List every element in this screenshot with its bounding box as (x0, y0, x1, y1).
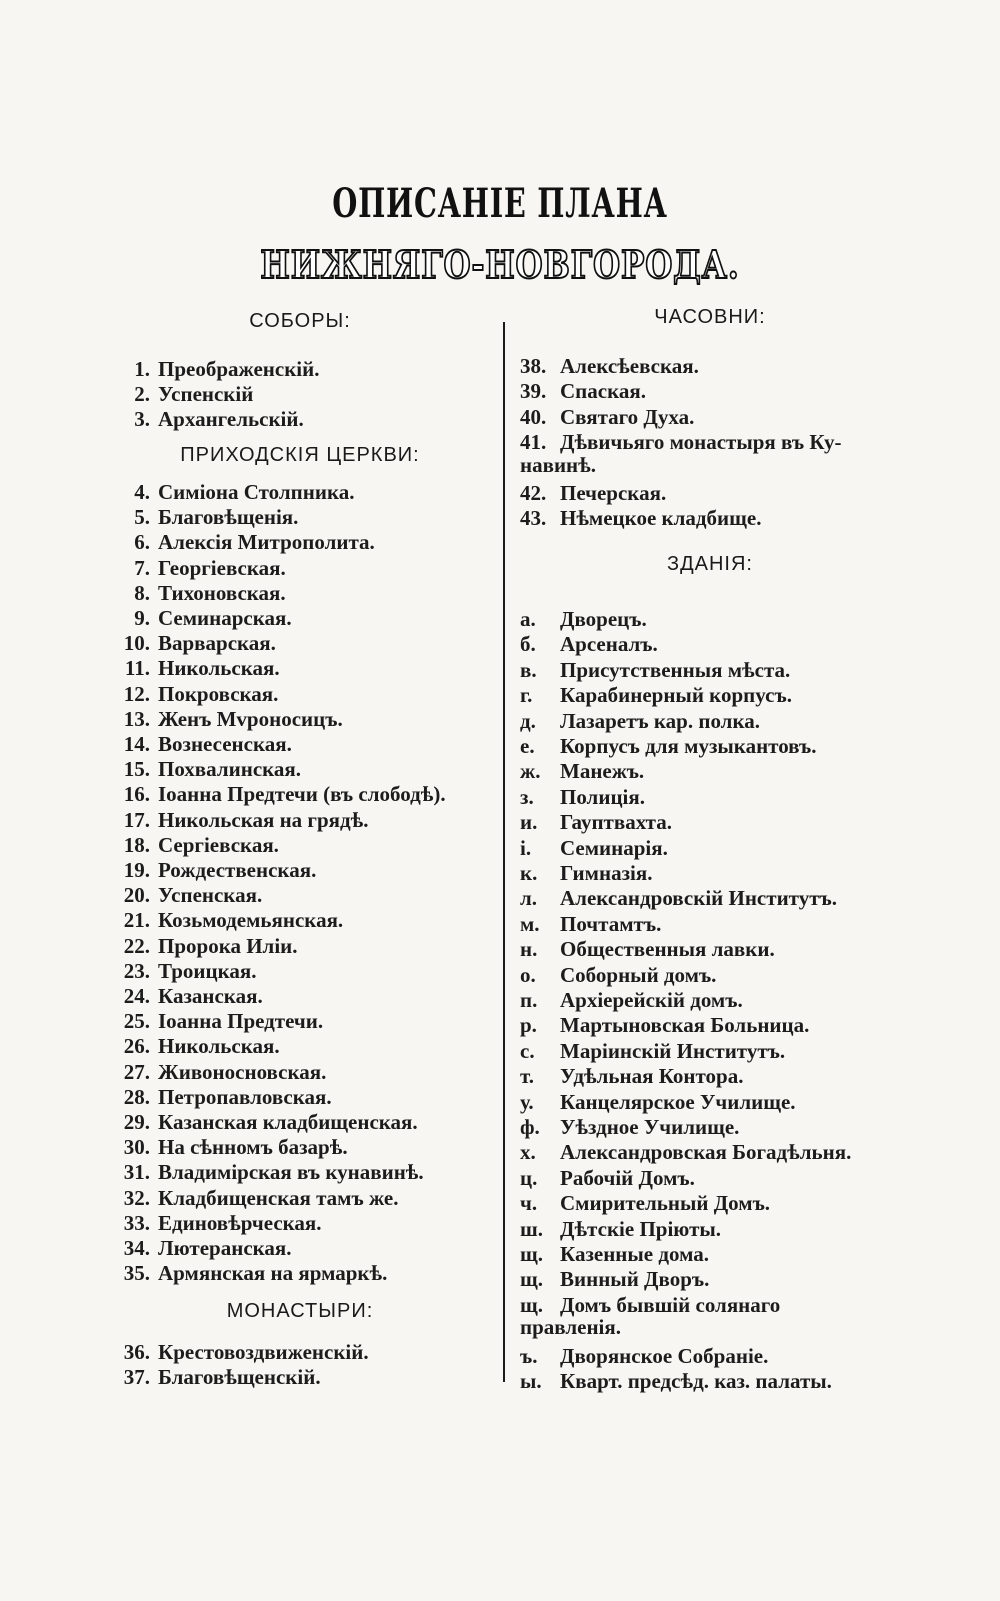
list-item (110, 1034, 280, 1058)
list-item (110, 959, 256, 983)
item-number: 35. (123, 1261, 150, 1286)
item-number: а. (520, 607, 536, 631)
item-text: Александровскій Институтъ. (560, 886, 838, 911)
item-text: Іоанна Предтечи. (158, 1009, 324, 1034)
item-number: 27. (123, 1059, 150, 1084)
list-item (520, 963, 716, 987)
list-item (110, 1340, 369, 1364)
item-number: щ. (520, 1292, 543, 1317)
item-text: Общественныя лавки. (560, 937, 775, 962)
item-text: Нѣмецкое кладбище. (560, 506, 762, 531)
item-text: Кварт. предсѣд. каз. палаты. (560, 1369, 832, 1393)
list-item (110, 606, 292, 630)
item-number: с. (520, 1038, 535, 1063)
list-item (110, 883, 262, 907)
item-text: Успенская. (158, 883, 263, 908)
item-number: і. (520, 835, 532, 860)
section-heading: ПРИХОДСКІЯ ЦЕРКВИ: (180, 444, 420, 466)
item-text: Іоанна Предтечи (въ слободѣ). (158, 782, 446, 807)
item-number: 33. (123, 1210, 150, 1235)
list-item (520, 1115, 739, 1139)
item-text: Архіерейскій домъ. (560, 988, 743, 1012)
page-title: ОПИСАНІЕ ПЛАНА (332, 180, 668, 227)
list-item (520, 836, 668, 860)
item-text: Казанская. (158, 984, 263, 1008)
item-number: 34. (123, 1236, 150, 1260)
list-item (110, 782, 446, 806)
list-item (520, 658, 790, 682)
item-number: 1. (134, 357, 150, 381)
list-item (110, 1261, 387, 1285)
item-text: Женъ Мvроносицъ. (158, 706, 343, 731)
list-item (110, 934, 298, 958)
item-text: Сергіевская. (158, 832, 279, 857)
item-text: Казенные дома. (560, 1242, 710, 1266)
item-number: 10. (123, 631, 150, 656)
item-text: Никольская. (158, 1034, 280, 1059)
item-number: н. (520, 937, 538, 962)
list-item (520, 912, 661, 936)
item-text: Арсеналъ. (560, 632, 658, 657)
list-item (520, 759, 644, 783)
item-text: Карабинерный корпусъ. (560, 683, 792, 708)
list-item (520, 1369, 832, 1393)
item-number: и. (520, 810, 538, 835)
item-text: Кладбищенская тамъ же. (158, 1185, 399, 1210)
item-text: Мартыновская Больница. (560, 1013, 810, 1038)
item-number: т. (520, 1064, 534, 1089)
item-text: Георгіевская. (158, 555, 286, 580)
item-text: Армянская на ярмаркѣ. (158, 1261, 388, 1286)
list-item (520, 506, 761, 530)
list-item (110, 682, 278, 706)
list-item (520, 785, 645, 809)
list-item (110, 858, 316, 882)
item-text: Полиція. (560, 784, 645, 809)
item-text: Троицкая. (158, 958, 257, 983)
list-item (110, 984, 263, 1008)
list-item (520, 481, 666, 505)
list-item (110, 1135, 348, 1159)
list-item (520, 861, 652, 885)
item-text: Алексія Митрополита. (158, 530, 375, 555)
item-number: 40. (520, 404, 547, 429)
item-text: Канцелярское Училище. (560, 1089, 796, 1114)
list-item (520, 1344, 768, 1368)
item-number: 36. (123, 1340, 150, 1364)
item-number: ж. (520, 759, 541, 784)
item-number: 25. (123, 1009, 150, 1034)
list-item (110, 505, 298, 529)
item-number: 15. (123, 757, 150, 782)
list-item (110, 808, 368, 832)
item-number: 20. (123, 883, 150, 908)
item-number: 17. (123, 807, 150, 832)
list-item (110, 382, 253, 406)
list-item (110, 656, 280, 680)
list-item (520, 354, 699, 378)
list-item (520, 1013, 809, 1037)
item-number: щ. (520, 1242, 543, 1266)
list-item (520, 632, 658, 656)
list-item (110, 1186, 399, 1210)
item-text: Уѣздное Училище. (560, 1115, 740, 1139)
item-number: 14. (123, 732, 150, 756)
item-text: Дѣтскіе Пріюты. (560, 1216, 722, 1241)
list-item (110, 1110, 418, 1134)
list-item (520, 683, 792, 707)
item-text: Казанская кладбищенская. (158, 1110, 418, 1134)
list-item (520, 937, 775, 961)
item-number: ф. (520, 1115, 540, 1139)
list-item (110, 581, 286, 605)
list-item (520, 1191, 770, 1215)
item-text: Варварская. (158, 631, 276, 656)
item-text: Успенскій (158, 382, 254, 407)
item-text: Почтамтъ. (560, 911, 662, 936)
item-text: Единовѣрческая. (158, 1210, 322, 1235)
list-item (110, 908, 343, 932)
item-text: Святаго Духа. (560, 404, 695, 429)
list-item (110, 631, 276, 655)
list-item (520, 1242, 709, 1266)
list-item (110, 1085, 332, 1109)
item-number: п. (520, 988, 538, 1012)
item-number: б. (520, 632, 536, 657)
item-text: Похвалинская. (158, 757, 302, 782)
item-text: Удѣльная Контора. (560, 1064, 744, 1089)
list-item (110, 407, 304, 431)
list-item (520, 810, 672, 834)
item-number: 39. (520, 379, 547, 404)
item-number: ъ. (520, 1343, 538, 1368)
item-number: 4. (134, 480, 150, 504)
list-item (110, 732, 292, 756)
item-number: 43. (520, 506, 547, 531)
list-item (520, 379, 646, 403)
item-number: д. (520, 708, 536, 733)
item-number: 19. (123, 858, 150, 882)
item-text: Никольская. (158, 656, 280, 681)
item-number: 8. (134, 580, 150, 605)
list-item (110, 1365, 321, 1389)
item-text: Вознесенская. (158, 732, 292, 756)
item-text: Семинарія. (560, 835, 668, 860)
list-item (520, 886, 837, 910)
list-item (110, 1009, 323, 1033)
item-text: Манежъ. (560, 759, 645, 784)
item-number: в. (520, 657, 537, 682)
item-number: 37. (123, 1365, 150, 1390)
column-divider (503, 322, 505, 1382)
item-text: Домъ бывшій солянаго (560, 1292, 781, 1317)
item-number: е. (520, 734, 535, 758)
item-number: к. (520, 861, 538, 885)
item-text: Смирительный Домъ. (560, 1191, 771, 1216)
list-item (520, 607, 647, 631)
item-number: 13. (123, 706, 150, 731)
list-item (110, 707, 343, 731)
item-number: г. (520, 683, 533, 708)
item-number: щ. (520, 1267, 543, 1292)
item-number: у. (520, 1089, 534, 1114)
section-heading: МОНАСТЫРИ: (226, 1300, 374, 1322)
item-text: Козьмодемьянская. (158, 908, 344, 933)
list-item (520, 1267, 709, 1291)
item-text: Корпусъ для музыкантовъ. (560, 734, 817, 758)
list-item (520, 430, 842, 454)
list-item (520, 1039, 785, 1063)
item-number: ш. (520, 1216, 543, 1241)
item-text: Преображенскій. (158, 357, 320, 381)
item-number: ч. (520, 1191, 538, 1216)
list-item (520, 1064, 743, 1088)
item-text: Дворецъ. (560, 607, 647, 631)
item-text: Покровская. (158, 681, 279, 706)
item-text-continuation: правленія. (520, 1315, 621, 1340)
item-text: Пророка Иліи. (158, 933, 298, 958)
item-text: Лазаретъ кар. полка. (560, 708, 760, 733)
item-number: 12. (123, 681, 150, 706)
list-item (110, 1060, 326, 1084)
item-text: Никольская на грядѣ. (158, 807, 369, 832)
item-number: о. (520, 962, 536, 987)
list-item (520, 1140, 851, 1164)
section-heading: ЗДАНІЯ: (667, 553, 753, 575)
item-text: Гауптвахта. (560, 810, 673, 835)
item-number: з. (520, 784, 534, 809)
list-item (110, 530, 375, 554)
list-item (110, 1160, 424, 1184)
item-text: Рождественская. (158, 858, 317, 882)
item-number: 29. (123, 1110, 150, 1134)
item-number: 30. (123, 1135, 150, 1160)
item-number: 6. (134, 530, 150, 555)
list-item (520, 405, 694, 429)
item-text: Соборный домъ. (560, 962, 717, 987)
item-number: р. (520, 1013, 537, 1038)
item-number: 31. (123, 1160, 150, 1185)
list-item (110, 357, 320, 381)
item-number: 5. (134, 505, 150, 530)
item-number: л. (520, 886, 538, 911)
item-number: 41. (520, 430, 547, 455)
item-text: Дворянское Собраніе. (560, 1343, 769, 1368)
item-text: Архангельскій. (158, 407, 304, 432)
list-item (520, 1293, 780, 1317)
item-number: 24. (123, 984, 150, 1008)
item-text: Александровская Богадѣльня. (560, 1140, 852, 1165)
item-text-continuation: навинѣ. (520, 452, 596, 477)
list-item (520, 734, 817, 758)
list-item (110, 556, 286, 580)
item-number: 23. (123, 958, 150, 983)
item-text: Благовѣщенія. (158, 505, 299, 530)
item-text: Крестовоздвиженскій. (158, 1340, 369, 1364)
item-text: Алексѣевская. (560, 354, 699, 378)
item-text: Живоносновская. (158, 1059, 327, 1084)
item-number: 28. (123, 1084, 150, 1109)
item-number: 2. (134, 382, 150, 407)
item-number: ы. (520, 1369, 542, 1393)
item-number: 3. (134, 407, 150, 432)
item-text: Владимірская въ кунавинѣ. (158, 1160, 424, 1185)
item-text: Тихоновская. (158, 580, 286, 605)
item-number: м. (520, 911, 540, 936)
item-number: 22. (123, 933, 150, 958)
item-number: 38. (520, 354, 547, 378)
item-number: 16. (123, 782, 150, 807)
item-number: 9. (134, 606, 150, 630)
list-item (520, 1217, 721, 1241)
item-text: Симіона Столпника. (158, 480, 355, 504)
item-number: 26. (123, 1034, 150, 1059)
list-item (110, 1236, 292, 1260)
list-item (520, 709, 760, 733)
list-item (520, 988, 743, 1012)
item-number: 18. (123, 832, 150, 857)
item-number: ц. (520, 1165, 538, 1190)
list-item (110, 480, 355, 504)
item-text: Гимназія. (560, 861, 653, 885)
list-item (520, 1166, 695, 1190)
item-text: Лютеранская. (158, 1236, 292, 1260)
item-text: Винный Дворъ. (560, 1267, 710, 1292)
item-text: Спаская. (560, 379, 646, 404)
list-item (520, 1090, 796, 1114)
item-number: 42. (520, 481, 547, 505)
item-number: 21. (123, 908, 150, 933)
section-heading: СОБОРЫ: (249, 310, 351, 332)
item-number: 11. (124, 656, 150, 681)
list-item (110, 757, 301, 781)
item-text: Петропавловская. (158, 1084, 332, 1109)
item-text: Присутственныя мѣста. (560, 657, 791, 682)
item-text: Дѣвичьяго монастыря въ Ку- (560, 430, 842, 455)
item-text: Маріинскій Институтъ. (560, 1038, 786, 1063)
item-text: Благовѣщенскій. (158, 1365, 321, 1390)
item-text: На сѣнномъ базарѣ. (158, 1135, 348, 1160)
item-number: х. (520, 1140, 536, 1165)
item-text: Рабочій Домъ. (560, 1165, 695, 1190)
list-item (110, 1211, 322, 1235)
item-number: 32. (123, 1185, 150, 1210)
list-item (110, 833, 279, 857)
item-number: 7. (134, 555, 150, 580)
page-subtitle: НИЖНЯГО-НОВГОРОДА. (90, 242, 910, 287)
item-text: Семинарская. (158, 606, 292, 630)
section-heading: ЧАСОВНИ: (654, 306, 766, 328)
item-text: Печерская. (560, 481, 667, 505)
